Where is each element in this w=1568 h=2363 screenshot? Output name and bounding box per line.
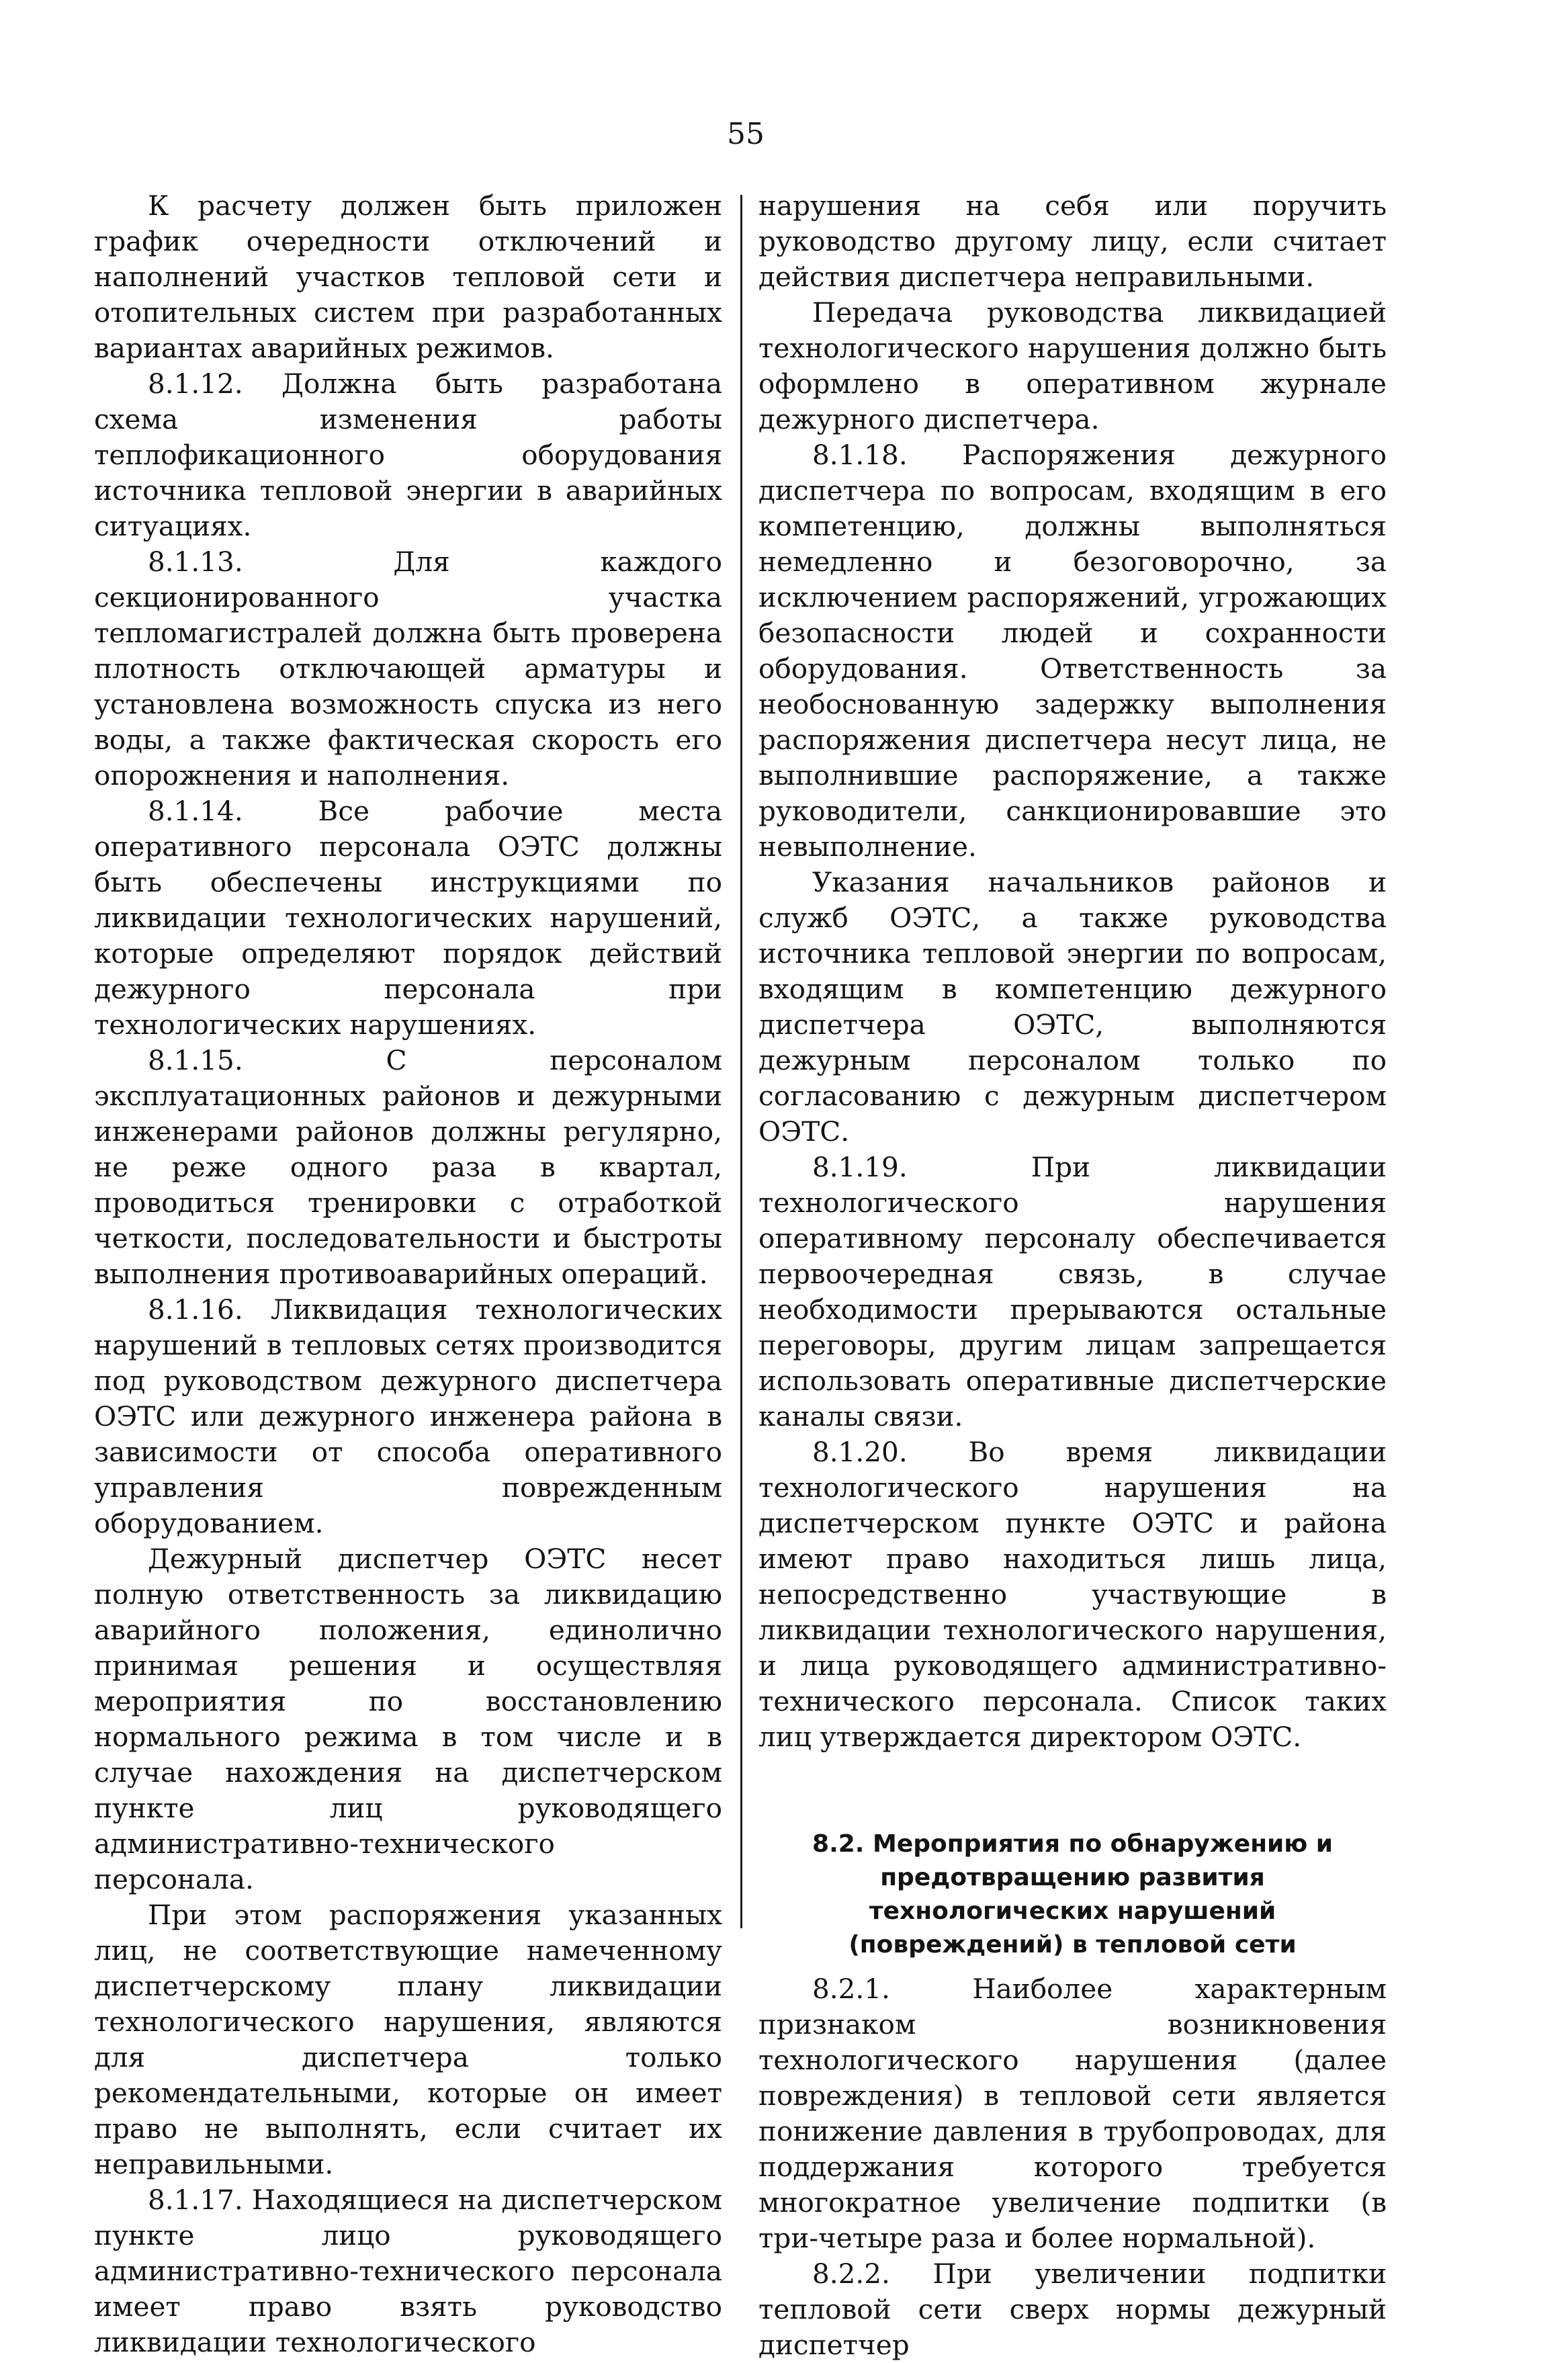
paragraph: Указания начальников районов и служб ОЭТС, а также руководства источника тепловой энергии по вопросам, входящим в компетенцию дежурного диспетчера ОЭТС, выполняются дежурным персоналом только по согласованию с дежурным диспетчером ОЭТС. <box>758 866 1387 1148</box>
paragraph: 8.1.14. Все рабочие места оперативного персонала ОЭТС должны быть обеспечены инструкциями по ликвидации технологических нарушений, которые определяют порядок действий дежурного персонала при технологических нарушениях. <box>94 795 722 1041</box>
paragraph: 8.1.15. С персоналом эксплуатационных районов и дежурными инженерами районов должны регулярно, не реже одного раза в квартал, проводиться тренировки с отработкой четкости, последовательности и быстроты выполнения противоаварийных операций. <box>94 1044 722 1290</box>
paragraph: 8.1.13. Для каждого секционированного участка тепломагистралей должна быть проверена плотность отключающей арматуры и установлена возможность спуска из него воды, а также фактическая скорость его опорожнения и наполнения. <box>94 546 722 791</box>
paragraph: Дежурный диспетчер ОЭТС несет полную ответственность за ликвидацию аварийного положения, единолично принимая решения и осуществляя мероприятия по восстановлению нормального режима в том числе и в случае нахождения на диспетчерском пункте лиц руководящего административно-технического персонала. <box>94 1543 722 1895</box>
paragraph: 8.1.12. Должна быть разработана схема изменения работы теплофикационного оборудования источника тепловой энергии в аварийных ситуациях. <box>94 368 722 542</box>
paragraph: 8.2.2. При увеличении подпитки тепловой сети сверх нормы дежурный диспетчер <box>758 2258 1387 2361</box>
paragraph: Передача руководства ликвидацией технологического нарушения должно быть оформлено в оперативном журнале дежурного диспетчера. <box>758 296 1387 435</box>
page-number: 55 <box>727 117 765 151</box>
paragraph: При этом распоряжения указанных лиц, не соответствующие намеченному диспетчерскому плану ликвидации технологического нарушения, являются для диспетчера только рекомендательными, которые он имеет право не выполнять, если считает их неправильными. <box>94 1899 722 2180</box>
paragraph: 8.1.19. При ликвидации технологического нарушения оперативному персоналу обеспечивается первоочередная связь, в случае необходимости прерываются остальные переговоры, другим лицам запрещается использовать оперативные диспетчерские каналы связи. <box>758 1151 1387 1432</box>
paragraph: 8.1.18. Распоряжения дежурного диспетчера по вопросам, входящим в его компетенцию, должны выполняться немедленно и безоговорочно, за исключением распоряжений, угрожающих безопасности людей и сохранности оборудования. Ответственность за необоснованную задержку выполнения распоряжения диспетчера несут лица, не выполнившие распоряжение, а также руководители, санкционировавшие это невыполнение. <box>758 439 1387 863</box>
paragraph: К расчету должен быть приложен график очередности отключений и наполнений участков тепловой сети и отопительных систем при разработанных вариантах аварийных режимов. <box>94 189 722 364</box>
paragraph: 8.1.16. Ликвидация технологических нарушений в тепловых сетях производится под руководством дежурного диспетчера ОЭТС или дежурного инженера района в зависимости от способа оперативного управления поврежденным оборудованием. <box>94 1293 722 1539</box>
section-heading: 8.2. Мероприятия по обнаружению и предотвращению развития технологических нарушений (повреждений) в тепловой сети <box>812 1830 1333 1959</box>
right-column <box>758 188 1387 2363</box>
paragraph: 8.1.17. Находящиеся на диспетчерском пункте лицо руководящего административно-технического персонала имеет право взять руководство ликвидации технологического <box>94 2184 722 2358</box>
paragraph: 8.2.1. Наиболее характерным признаком возникновения технологического нарушения (далее повреждения) в тепловой сети является понижение давления в трубопроводах, для поддержания которого требуется многократное увеличение подпитки (в три-четыре раза и более нормальной). <box>758 1973 1387 2254</box>
left-column <box>94 188 722 2360</box>
paragraph: нарушения на себя или поручить руководство другому лицу, если считает действия диспетчера неправильными. <box>758 189 1387 293</box>
paragraph: 8.1.20. Во время ликвидации технологического нарушения на диспетчерском пункте ОЭТС и района имеют право находиться лишь лица, непосредственно участвующие в ликвидации технологического нарушения, и лица руководящего административно-технического персонала. Список таких лиц утверждается директором ОЭТС. <box>758 1436 1387 1753</box>
column-divider <box>740 195 742 1928</box>
